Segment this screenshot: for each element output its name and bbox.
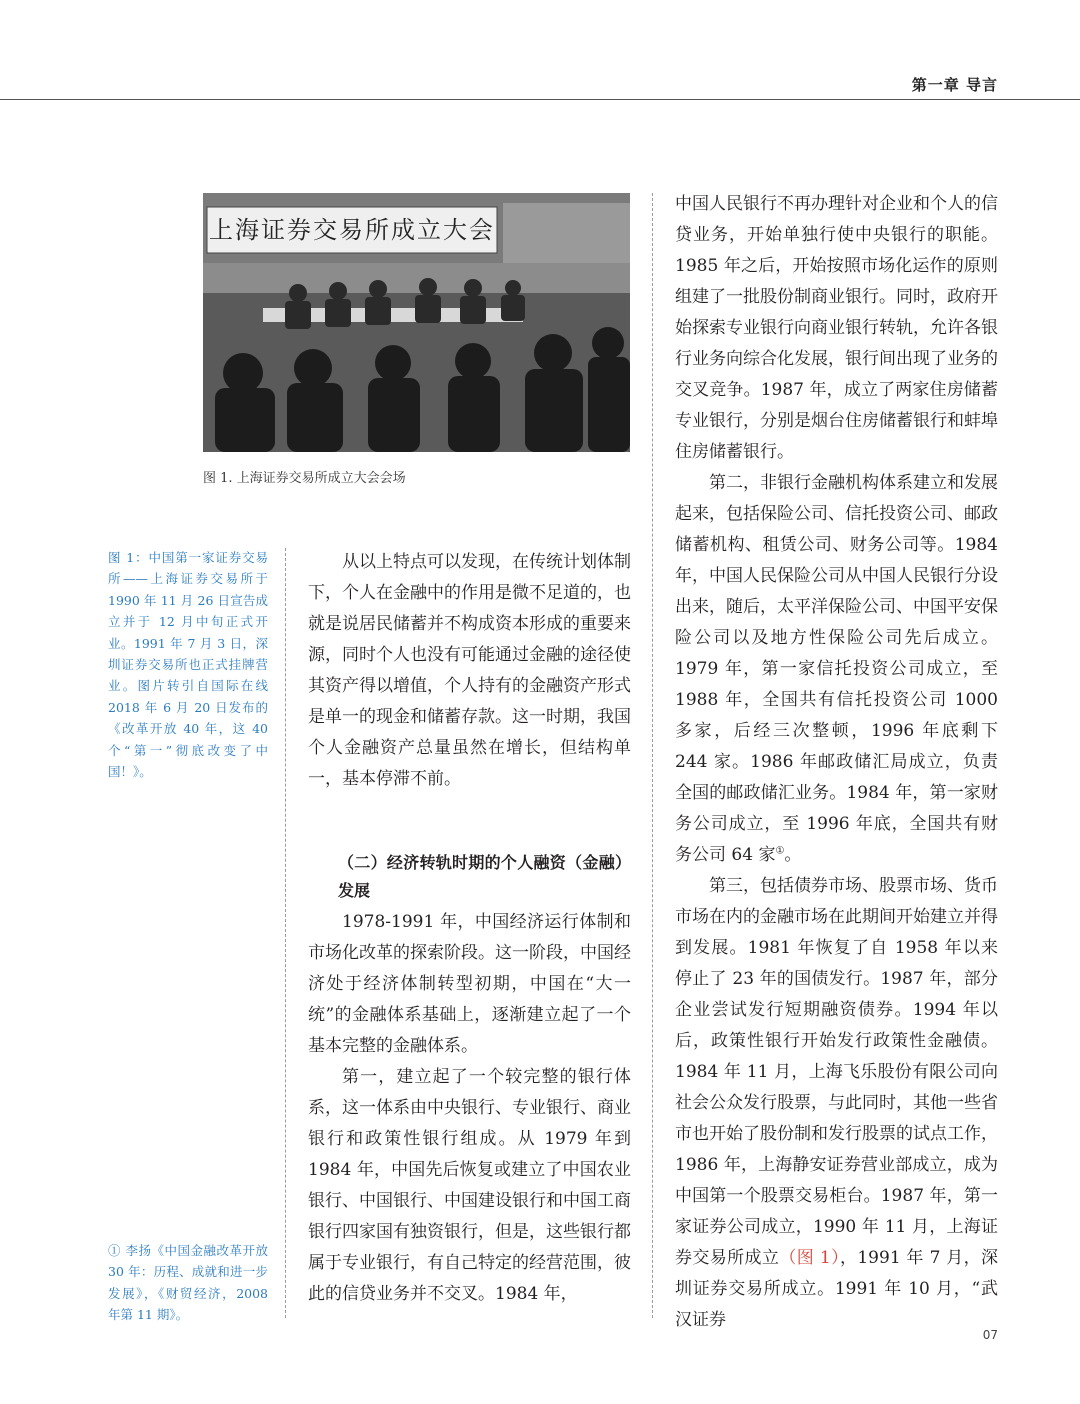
body-paragraph: 第一，建立起了一个较完整的银行体系，这一体系由中央银行、专业银行、商业银行和政策性银行组成。从 1979 年到 1984 年，中国先后恢复或建立了中国农业银行、中国银行、中国建设银行和中国工商银行四家国有独资银行，但是，这些银行都属于专业银行，有自己特定的经营范围，彼此的信贷业务并不交叉。1984 年，: [308, 1067, 631, 1304]
body-paragraph: 中国人民银行不再办理针对企业和个人的信贷业务，开始单独行使中央银行的职能。1985 年之后，开始按照市场化运作的原则组建了一批股份制商业银行。同时，政府开始探索专业银行向商业银行转轨，允许各银行业务向综合化发展，银行间出现了业务的交叉竞争。1987 年，成立了两家住房储蓄专业银行，分别是烟台住房储蓄银行和蚌埠住房储蓄银行。: [675, 194, 998, 462]
footnote-marker[interactable]: ①: [775, 845, 785, 857]
figure-caption: 图 1. 上海证券交易所成立大会会场: [203, 471, 406, 486]
body-text: ，1991 年 7 月，深圳证券交易所成立。1991 年 10 月，“武汉证券: [675, 1248, 998, 1330]
section-heading: （二）经济转轨时期的个人融资（金融）发展: [338, 853, 631, 900]
figure-photo: [203, 193, 630, 452]
body-text: 第二，非银行金融机构体系建立和发展起来，包括保险公司、信托投资公司、邮政储蓄机构、租赁公司、财务公司等。1984 年，中国人民保险公司从中国人民银行分设出来，随后，太平洋保险公司、中国平安保险公司以及地方性保险公司先后成立。1979 年，第一家信托投资公司成立，至 1988 年，全国共有信托投资公司 1000 多家，后经三次整顿，1996 年底剩下 244 家。1986 年邮政储汇局成立，负责全国的邮政储汇业务。1984 年，第一家财务公司成立，至 1996 年底，全国共有财务公司 64 家: [675, 473, 998, 865]
body-paragraph: 1978-1991 年，中国经济运行体制和市场化改革的探索阶段。这一阶段，中国经济处于经济体制转型初期，中国在“大一统”的金融体系基础上，逐渐建立起了一个基本完整的金融体系。: [308, 912, 631, 1056]
body-text: 第三，包括债券市场、股票市场、货币市场在内的金融市场在此期间开始建立并得到发展。1981 年恢复了自 1958 年以来停止了 23 年的国债发行。1987 年，部分企业尝试发行短期融资债券。1994 年以后，政策性银行开始发行政策性金融债。1984 年 11 月，上海飞乐股份有限公司向社会公众发行股票，与此同时，其他一些省市也开始了股份制和发行股票的试点工作，1986 年，上海静安证券营业部成立，成为中国第一个股票交易柜台。1987 年，第一家证券公司成立，1990 年 11 月，上海证券交易所成立: [675, 876, 998, 1268]
page-number: 07: [982, 1328, 998, 1342]
figure-reference-link[interactable]: （图 1）: [779, 1248, 840, 1268]
right-column: [675, 189, 998, 1336]
middle-column: [308, 547, 631, 1310]
header-divider: [0, 99, 1080, 100]
figure-banner-text: 上海证券交易所成立大会: [209, 216, 495, 244]
column-divider-left: [285, 548, 286, 1318]
body-paragraph: 第二，非银行金融机构体系建立和发展起来，包括保险公司、信托投资公司、邮政储蓄机构、租赁公司、财务公司等。1984 年，中国人民保险公司从中国人民银行分设出来，随后，太平洋保险公司、中国平安保险公司以及地方性保险公司先后成立。1979 年，第一家信托投资公司成立，至 1988 年，全国共有信托投资公司 1000 多家，后经三次整顿，1996 年底剩下 244 家。1986 年邮政储汇局成立，负责全国的邮政储汇业务。1984 年，第一家财务公司成立，至 1996 年底，全国共有财务公司 64 家①。: [675, 473, 998, 865]
column-divider-right: [652, 193, 653, 1318]
figure-sidenote: 图 1：中国第一家证券交易所——上海证券交易所于 1990 年 11 月 26 日宣告成立并于 12 月中旬正式开业。1991 年 7 月 3 日，深圳证券交易所也正式挂牌营业。图片转引自国际在线 2018 年 6 月 20 日发布的《改革开放 40 年，这 40 个“第一”彻底改变了中国！》。: [108, 550, 268, 780]
body-paragraph: [675, 871, 998, 1336]
body-paragraph: 从以上特点可以发现，在传统计划体制下，个人在金融中的作用是微不足道的，也就是说居民储蓄并不构成资本形成的重要来源，同时个人也没有可能通过金融的途径使其资产得以增值，个人持有的金融资产形式是单一的现金和储蓄存款。这一时期，我国个人金融资产总量虽然在增长，但结构单一，基本停滞不前。: [308, 552, 631, 789]
chapter-title: 第一章 导言: [911, 76, 998, 94]
footnote: ① 李扬《中国金融改革开放 30 年：历程、成就和进一步发展》，《财贸经济，2008 年第 11 期》。: [108, 1243, 268, 1323]
